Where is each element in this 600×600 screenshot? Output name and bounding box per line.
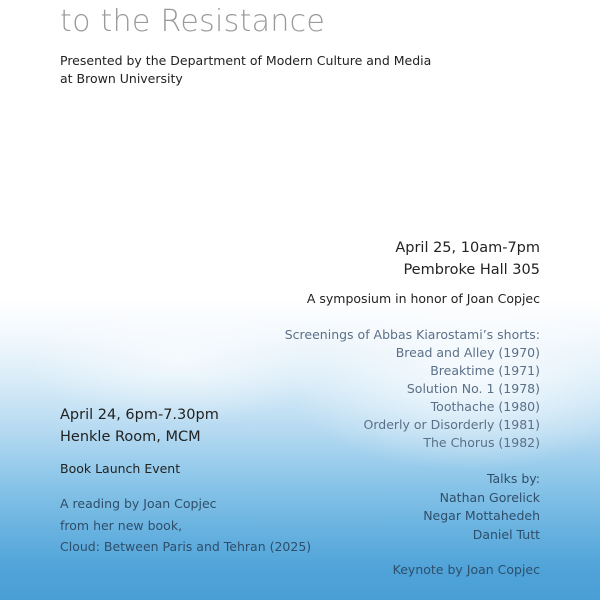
launch-event-label: Book Launch Event: [60, 461, 181, 476]
poster-title: to the Resistance: [60, 4, 326, 39]
presenter-line: Presented by the Department of Modern Culture and Media: [60, 53, 432, 68]
speaker-item: Negar Mottahedeh: [423, 508, 540, 523]
film-item: Toothache (1980): [430, 399, 540, 414]
launch-date-venue: [60, 404, 219, 448]
launch-date-time: April 24, 6pm-7.30pm: [60, 407, 219, 423]
speaker-item: Daniel Tutt: [472, 526, 540, 542]
film-item: Breaktime (1971): [430, 363, 540, 378]
presenter-line: at Brown University: [60, 71, 183, 86]
reading-line: A reading by Joan Copjec: [60, 496, 217, 511]
film-item: Orderly or Disorderly (1981): [363, 417, 540, 432]
talks-list: [423, 470, 540, 544]
presenter-credit: [60, 52, 480, 88]
symposium-venue: Pembroke Hall 305: [403, 262, 540, 278]
film-item: The Chorus (1982): [423, 435, 540, 450]
reading-description: [60, 493, 311, 558]
screenings-heading: Screenings of Abbas Kiarostami’s shorts:: [284, 327, 540, 342]
symposium-date-time: April 25, 10am-7pm: [395, 240, 540, 256]
symposium-description: A symposium in honor of Joan Copjec: [306, 291, 540, 306]
talks-heading: Talks by:: [486, 471, 540, 486]
symposium-date-venue: [395, 237, 540, 281]
reading-line: from her new book,: [60, 517, 183, 533]
film-item: Solution No. 1 (1978): [406, 381, 540, 396]
reading-line: Cloud: Between Paris and Tehran (2025): [60, 539, 312, 554]
film-item: Bread and Alley (1970): [395, 345, 540, 360]
keynote-line: Keynote by Joan Copjec: [392, 562, 540, 577]
launch-venue: Henkle Room, MCM: [60, 429, 201, 445]
screenings-list: [285, 326, 540, 452]
speaker-item: Nathan Gorelick: [439, 489, 540, 505]
